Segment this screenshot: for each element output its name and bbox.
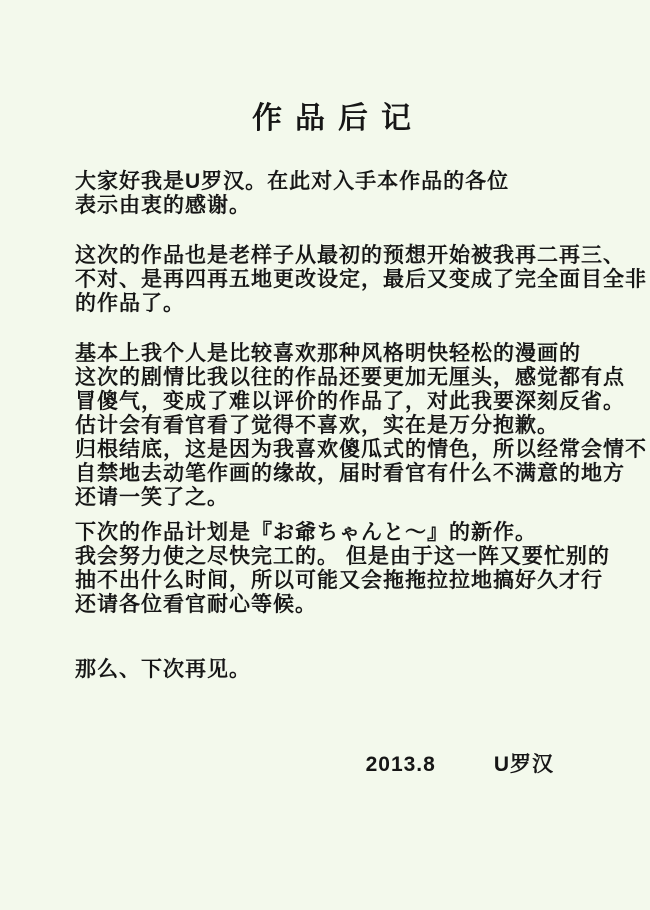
paragraph-setting-changes bbox=[75, 244, 647, 316]
text-line: 还请一笑了之。 bbox=[75, 486, 229, 509]
paragraph-greeting bbox=[75, 170, 600, 218]
text-line: 还请各位看官耐心等候。 bbox=[75, 593, 317, 616]
paragraph-reflection bbox=[75, 342, 647, 510]
page-title: 作品后记 bbox=[252, 102, 424, 135]
text-line: 下次的作品计划是『お爺ちゃんと～』的新作。 bbox=[75, 521, 537, 544]
text-line: 我会努力使之尽快完工的。 但是由于这一阵又要忙别的 bbox=[75, 545, 610, 568]
text-line: 这次的作品也是老样子从最初的预想开始被我再二再三、 bbox=[75, 244, 625, 267]
text-line: 自禁地去动笔作画的缘故，届时看官有什么不满意的地方 bbox=[75, 462, 625, 485]
text-line: 估计会有看官看了觉得不喜欢，实在是万分抱歉。 bbox=[75, 414, 559, 437]
signature-author: U罗汉 bbox=[493, 753, 554, 776]
closing-line bbox=[75, 658, 600, 682]
text-line: 不对、是再四再五地更改设定，最后又变成了完全面目全非 bbox=[75, 268, 647, 291]
text-line: 抽不出什么时间，所以可能又会拖拖拉拉地搞好久才行 bbox=[75, 569, 603, 592]
paragraph-next-work bbox=[75, 521, 610, 617]
text-line: 表示由衷的感谢。 bbox=[75, 194, 251, 217]
text-line: 归根结底，这是因为我喜欢傻瓜式的情色，所以经常会情不 bbox=[75, 438, 647, 461]
text-line: 冒傻气，变成了难以评价的作品了，对此我要深刻反省。 bbox=[75, 390, 625, 413]
afterword-body bbox=[0, 170, 650, 682]
text-line: 的作品了。 bbox=[75, 292, 185, 315]
signature-date: 2013.8 bbox=[365, 753, 436, 776]
text-line: 基本上我个人是比较喜欢那种风格明快轻松的漫画的 bbox=[75, 342, 581, 365]
text-line: 这次的剧情比我以往的作品还要更加无厘头，感觉都有点 bbox=[75, 366, 625, 389]
signature-row bbox=[0, 753, 650, 777]
text-line: 那么、下次再见。 bbox=[75, 658, 251, 681]
text-line: 大家好我是U罗汉。在此对入手本作品的各位 bbox=[75, 170, 510, 193]
